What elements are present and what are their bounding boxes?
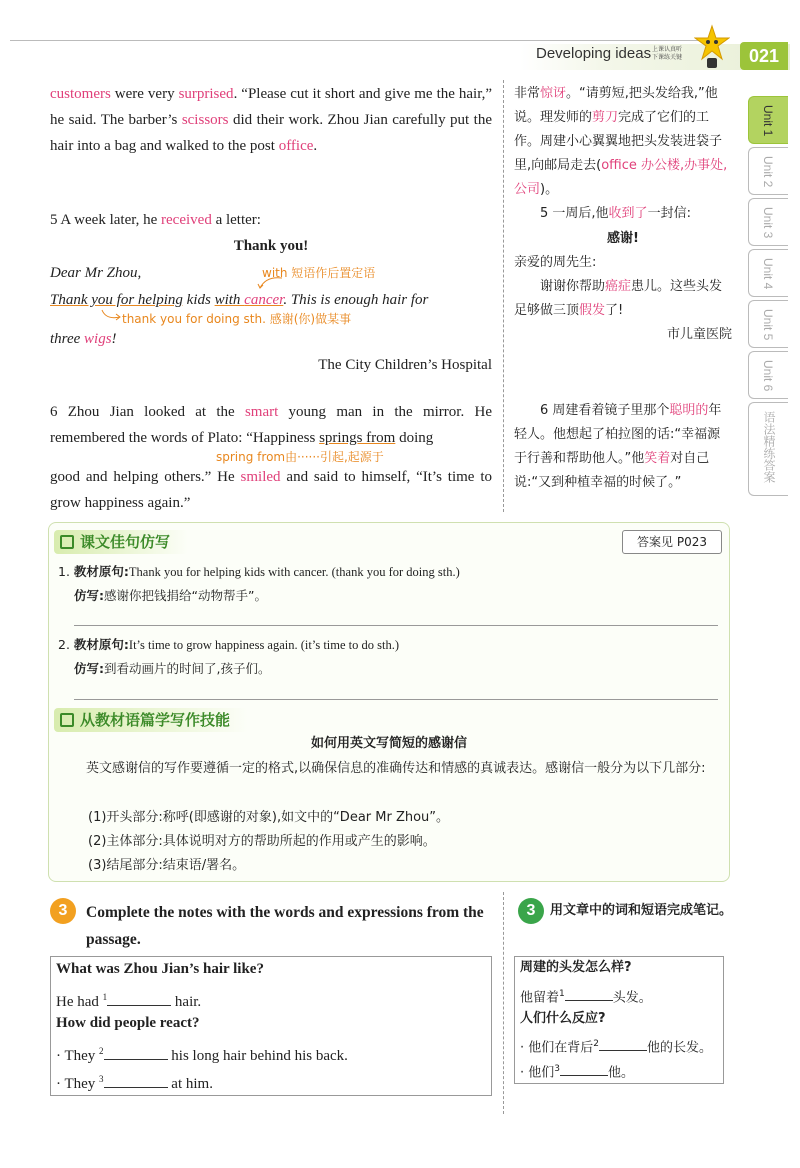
note-thank-you: thank you for doing sth. 感谢(你)做某事 (122, 312, 352, 326)
tab-unit-5[interactable]: Unit 5 (748, 300, 788, 348)
answer-line-2[interactable] (74, 699, 718, 700)
writing-section-title: 从教材语篇学写作技能 (54, 708, 248, 732)
passage-paragraph-5: 5 A week later, he received a letter: (50, 212, 261, 228)
exercise-instruction: Complete the notes with the words and expressions from the passage. (86, 904, 484, 948)
imitation-section-title: 课文佳句仿写 (54, 530, 188, 554)
passage-paragraph-6b: good and helping others.” He smiled and said to himself, “It’s time to grow happiness again.” (50, 469, 492, 511)
notes-question-2-zh: 人们什么反应? (520, 1011, 606, 1026)
blank-3-zh[interactable] (560, 1064, 608, 1076)
translation-signature: 市儿童医院 (666, 327, 732, 342)
translation-paragraph-1: 非常惊讶。“请剪短,把头发给我,”他说。理发师的剪刀完成了它们的工作。周建小心翼翼地把头发装进袋子里,向邮局走去(office 办公楼,办事处,公司)。 (514, 86, 728, 197)
notes-line-3-zh: · 他们$^3$ 他。 (520, 1064, 635, 1081)
writing-part-1: (1)开头部分:称呼(即感谢的对象),如文中的“Dear Mr Zhou”。 (88, 810, 450, 825)
imitation-task-1: 仿写:感谢你把钱捐给“动物帮手”。 (74, 588, 267, 603)
blank-2[interactable] (104, 1046, 168, 1060)
blank-1[interactable] (107, 992, 171, 1006)
translation-paragraph-6: 6 周建看着镜子里那个聪明的年轻人。他想起了柏拉图的话:“幸福源于行善和帮助他人。”他笑着对自己说:“又到种植幸福的时候了。” (514, 403, 722, 490)
writing-part-3: (3)结尾部分:结束语/署名。 (88, 858, 246, 873)
translation-letter-body: 谢谢你帮助癌症患儿。这些头发足够做三顶假发了! (514, 279, 723, 318)
note-arrow-icon (100, 308, 124, 324)
column-divider-lower (503, 892, 504, 1114)
tab-grammar-answers[interactable]: 语法精练答案 (748, 402, 788, 496)
column-divider (503, 80, 504, 512)
notes-line-2: · They $^2$ his long hair behind his back. (56, 1046, 348, 1064)
translation-letter-title: 感谢! (607, 231, 639, 246)
exercise-instruction-zh: 用文章中的词和短语完成笔记。 (550, 903, 733, 918)
letter-greeting: Dear Mr Zhou, (50, 265, 142, 281)
blank-2-zh[interactable] (599, 1039, 647, 1051)
notes-line-3: · They $^3$ at him. (56, 1074, 213, 1092)
pencil-icon (60, 535, 74, 549)
notes-line-2-zh: · 他们在背后$^2$ 他的长发。 (520, 1039, 713, 1056)
notes-question-1: What was Zhou Jian’s hair like? (56, 961, 264, 977)
translation-paragraph-5: 5 一周后,他收到了一封信: (540, 206, 691, 221)
tab-unit-3[interactable]: Unit 3 (748, 198, 788, 246)
star-mascot-icon (694, 24, 730, 72)
notes-question-2: How did people react? (56, 1015, 200, 1031)
letter-signature: The City Children’s Hospital (318, 357, 492, 373)
passage-paragraph-1: customers were very surprised. “Please cut it short and give me the hair,” he said. The barber’s scissors did their work. Zhou Jian carefully put the hair into a bag and walked to the post office. (50, 86, 493, 154)
tab-unit-2[interactable]: Unit 2 (748, 147, 788, 195)
writing-subtitle: 如何用英文写简短的感谢信 (310, 736, 467, 751)
blank-3[interactable] (104, 1074, 168, 1088)
tab-unit-6[interactable]: Unit 6 (748, 351, 788, 399)
translation-greeting: 亲爱的周先生: (514, 255, 597, 270)
header-rule (10, 40, 710, 41)
tab-unit-4[interactable]: Unit 4 (748, 249, 788, 297)
letter-title: Thank you! (233, 238, 309, 254)
letter-body-end: three wigs! (50, 331, 117, 347)
letter-body: Thank you for helping kids with cancer. This is enough hair for (50, 292, 429, 308)
header-slogan: 上课认真听 下课练关键 (652, 46, 683, 61)
note-with-phrase: with 短语作后置定语 (262, 266, 376, 280)
notes-line-1: He had $^1$ hair. (56, 992, 202, 1010)
note-spring-from: spring from由······引起,起源于 (216, 450, 384, 464)
page-number: 021 (740, 42, 788, 70)
exercise-number-badge-zh: 3 (518, 898, 544, 924)
blank-1-zh[interactable] (565, 989, 613, 1001)
passage-paragraph-6a: 6 Zhou Jian looked at the smart young man in the mirror. He remembered the words of Plato: “Happiness springs from doing (50, 404, 492, 446)
notes-line-1-zh: 他留着$^1$ 头发。 (520, 989, 652, 1006)
notebook-icon (60, 713, 74, 727)
writing-intro: 英文感谢信的写作要遵循一定的格式,以确保信息的准确传达和情感的真诚表达。感谢信一般分为以下几部分: (86, 761, 706, 776)
answer-reference: 答案见 P023 (622, 530, 722, 554)
writing-part-2: (2)主体部分:具体说明对方的帮助所起的作用或产生的影响。 (88, 834, 436, 849)
exercise-number-badge: 3 (50, 898, 76, 924)
tab-unit-1[interactable]: Unit 1 (748, 96, 788, 144)
imitation-item-2: 2. 教材原句:It’s time to grow happiness again. (it’s time to do sth.) (58, 637, 400, 652)
imitation-item-1: 1. 教材原句:Thank you for helping kids with cancer. (thank you for doing sth.) (58, 564, 460, 579)
answer-line-1[interactable] (74, 625, 718, 626)
notes-question-1-zh: 周建的头发怎么样? (520, 960, 632, 975)
imitation-task-2: 仿写:到看动画片的时间了,孩子们。 (74, 661, 271, 676)
section-title: Developing ideas (536, 45, 652, 62)
